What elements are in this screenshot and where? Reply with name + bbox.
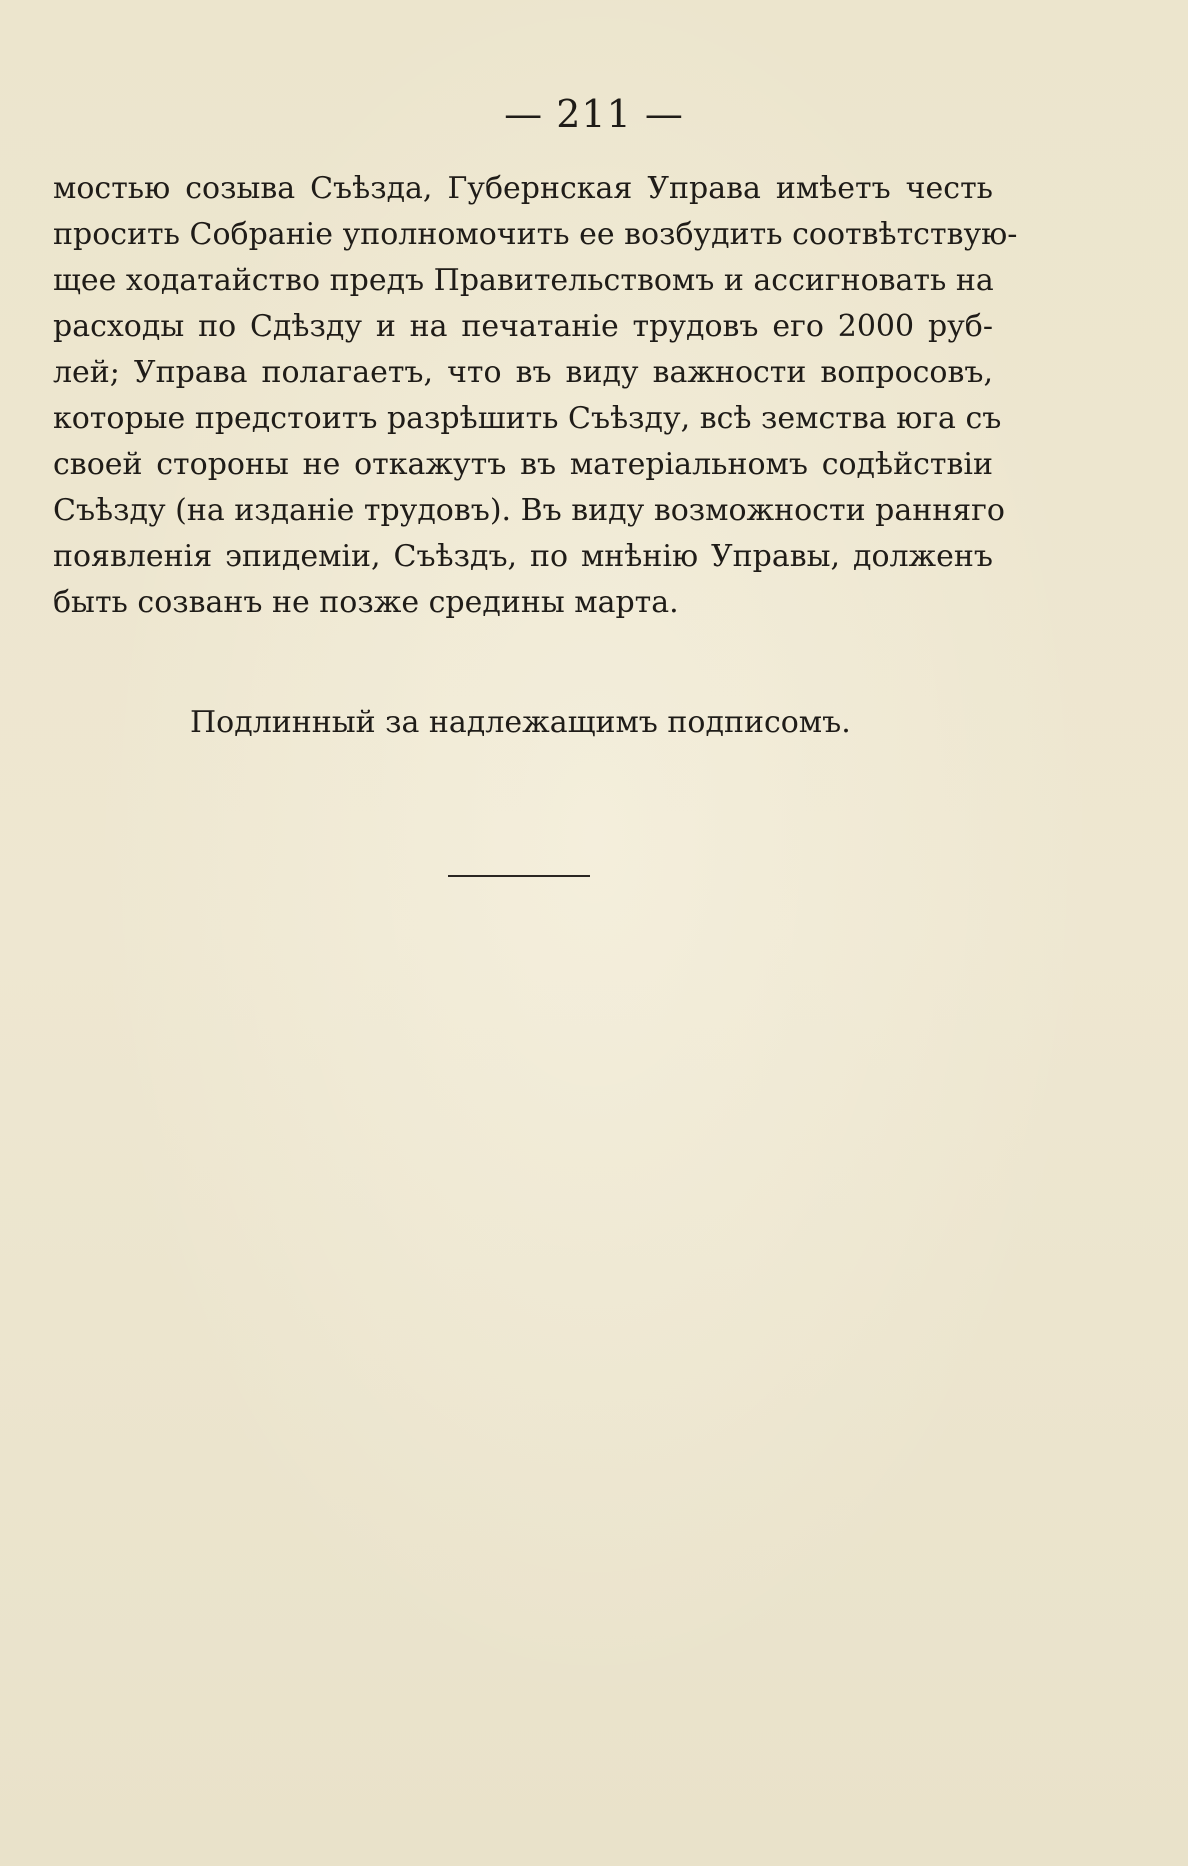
text-line: своей стороны не откажутъ въ матеріальномъ содѣйствіи bbox=[53, 447, 993, 482]
text-line: которые предстоитъ разрѣшить Съѣзду, всѣ земства юга съ bbox=[53, 401, 1002, 436]
text-line: просить Собраніе уполномочить ее возбудить соотвѣтствую- bbox=[53, 217, 1018, 252]
signature-note: Подлинный за надлежащимъ подписомъ. bbox=[190, 705, 851, 740]
text-line: Съѣзду (на изданіе трудовъ). Въ виду возможности ранняго bbox=[53, 493, 1005, 528]
section-divider bbox=[448, 875, 590, 877]
page-number: — 211 — bbox=[504, 92, 684, 136]
body-paragraph bbox=[53, 166, 1018, 626]
text-line: мостью созыва Съѣзда, Губернская Управа имѣетъ честь bbox=[53, 171, 993, 206]
text-line-last: быть созванъ не позже средины марта. bbox=[53, 585, 679, 620]
text-line: лей; Управа полагаетъ, что въ виду важности вопросовъ, bbox=[53, 355, 993, 390]
text-line: щее ходатайство предъ Правительствомъ и ассигновать на bbox=[53, 263, 994, 298]
text-line: появленія эпидеміи, Съѣздъ, по мнѣнію Управы, долженъ bbox=[53, 539, 993, 574]
text-line: расходы по Сдѣзду и на печатаніе трудовъ его 2000 руб- bbox=[53, 309, 993, 344]
